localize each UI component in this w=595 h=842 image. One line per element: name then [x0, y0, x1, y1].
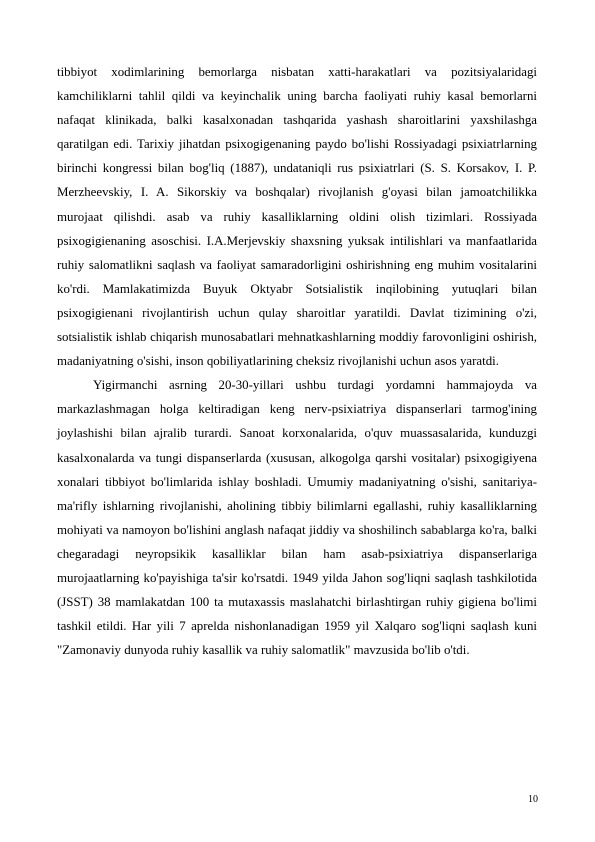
- document-body: [57, 60, 537, 662]
- paragraph-1: tibbiyot xodimlarining bemorlarga nisbatan xatti-harakatlari va pozitsiyalaridagi kamchiliklarni tahlil qildi va keyinchalik uning barcha faoliyati ruhiy kasal bemorlarni nafaqat klinikada, balki kasalxonadan tashqarida yashash sharoitlarini yaxshilashga qaratilgan edi. Tarixiy jihatdan psixogigenaning paydo bo'lishi Rossiyadagi psixiatrlarning birinchi kongressi bilan bog'liq (1887), undataniqli rus psixiatrlari (S. S. Korsakov, I. P. Merzheevskiy, I. A. Sikorskiy va boshqalar) rivojlanish g'oyasi bilan jamoatchilikka murojaat qilishdi. asab va ruhiy kasalliklarning oldini olish tizimlari. Rossiyada psixogigienaning asoschisi. I.A.Merjevskiy shaxsning yuksak intilishlari va manfaatlarida ruhiy salomatlikni saqlash va faoliyat samaradorligini oshirishning eng muhim vositalarini ko'rdi. Mamlakatimizda Buyuk Oktyabr Sotsialistik inqilobining yutuqlari bilan psixogigienani rivojlantirish uchun qulay sharoitlar yaratildi. Davlat tizimining o'zi, sotsialistik ishlab chiqarish munosabatlari mehnatkashlarning moddiy farovonligini oshirish, madaniyatning o'sishi, inson qobiliyatlarining cheksiz rivojlanishi uchun asos yaratdi.: [57, 65, 537, 369]
- paragraph-2: Yigirmanchi asrning 20-30-yillari ushbu turdagi yordamni hammajoyda va markazlashmagan holga keltiradigan keng nerv-psixiatriya dispanserlari tarmog'ining joylashishi bilan ajralib turardi. Sanoat korxonalarida, o'quv muassasalarida, kunduzgi kasalxonalarda va tungi dispanserlarda (xususan, alkogolga qarshi vositalar) psixogigiyena xonalari tibbiyot bo'limlarida ishlay boshladi. Umumiy madaniyatning o'sishi, sanitariya-ma'rifly ishlarning rivojlanishi, aholining tibbiy bilimlarni egallashi, ruhiy kasalliklarning mohiyati va namoyon bo'lishini anglash nafaqat jiddiy va shoshilinch sabablarga ko'ra, balki chegaradagi neyropsikik kasalliklar bilan ham asab-psixiatriya dispanserlariga murojaatlarning ko'payishiga ta'sir ko'rsatdi. 1949 yilda Jahon sog'liqni saqlash tashkilotida (JSST) 38 mamlakatdan 100 ta mutaxassis maslahatchi birlashtirgan ruhiy gigiena bo'limi tashkil etildi. Har yili 7 aprelda nishonlanadigan 1959 yil Xalqaro sog'liqni saqlash kuni "Zamonaviy dunyoda ruhiy kasallik va ruhiy salomatlik" mavzusida bo'lib o'tdi.: [57, 378, 537, 658]
- page-number: 10: [528, 794, 538, 805]
